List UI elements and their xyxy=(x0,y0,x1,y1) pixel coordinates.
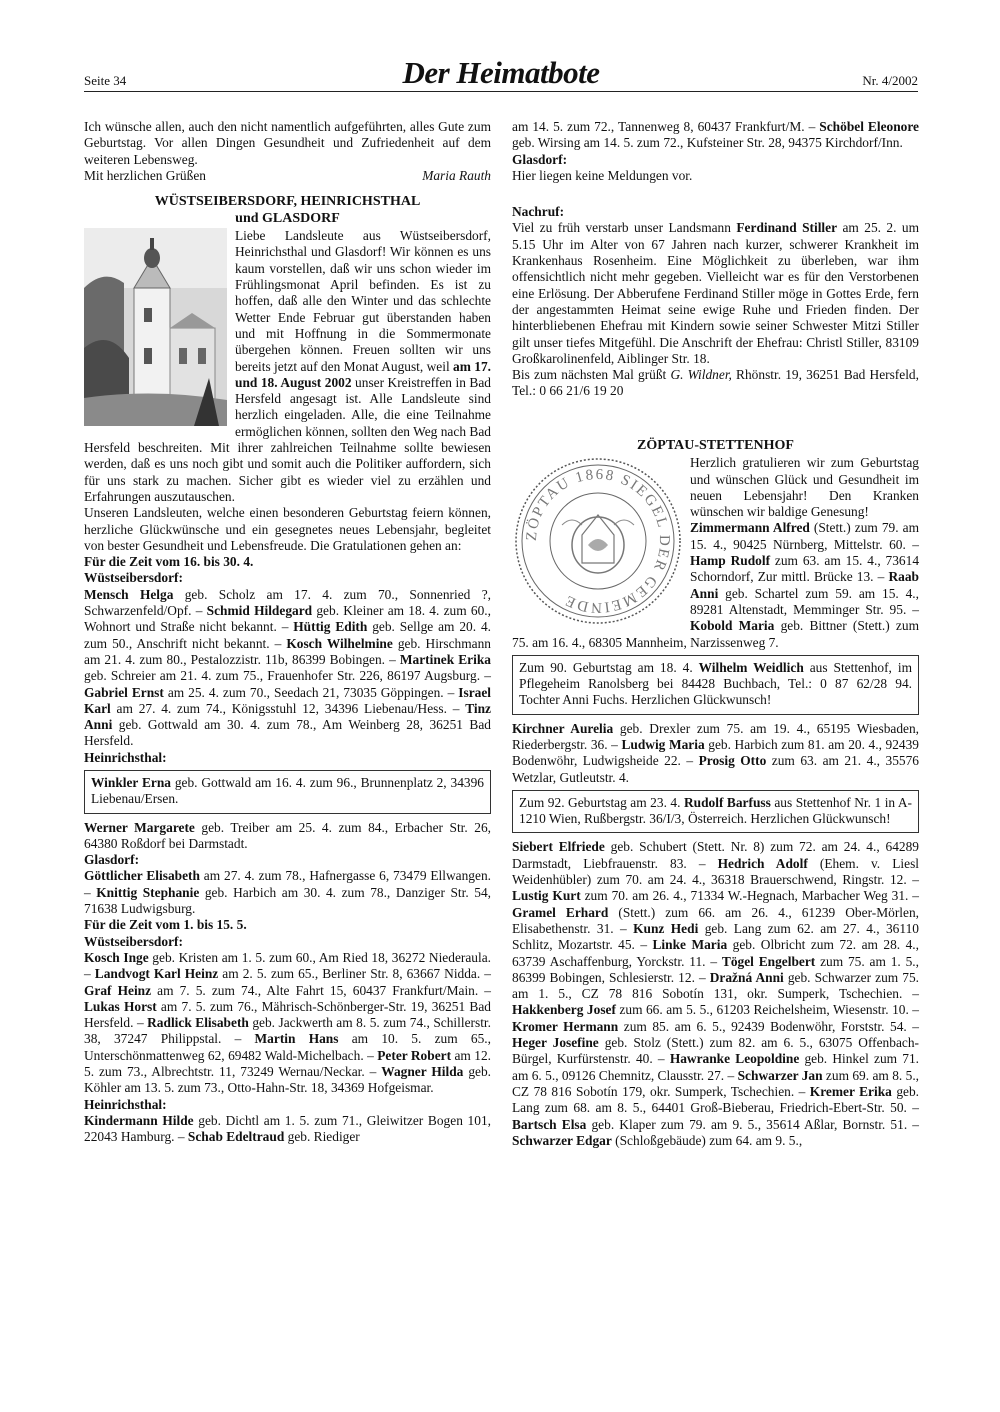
entry-details: geb. Gottwald am 30. 4. zum 78., Am Weinberg 28, 36251 Bad Hersfeld. xyxy=(84,717,491,749)
entry-details: geb. Schwarzer zum 75. am 1. 5., CZ 78 816 Sobotín 131, okr. Sumperk, Tschechien. – xyxy=(512,969,920,1002)
entry-details: geb. Schartel zum 59. am 15. 4., 89281 Altenstadt, Memminger Str. 95. – xyxy=(690,585,919,617)
continuation-text-2: geb. Wirsing am 14. 5. zum 72., Kufsteiner Str. 28, 94375 Kirchdorf/Inn. xyxy=(512,135,903,151)
entry-details: zum 66. am 5. 5., 61203 Reichelsheim, Wiesenstr. 10. – xyxy=(615,1002,920,1018)
entry-name: Kindermann Hilde xyxy=(84,1112,194,1128)
period-heading-2: Für die Zeit vom 1. bis 15. 5. xyxy=(84,917,247,933)
welcome-text-2: unser Kreistreffen in Bad Hersfeld angesagt ist. Alle Landsleute sind herzlich eingeladen. Alle, die eine Teilnahme ermöglichen können, sollten den Weg nach Bad Hersfeld beschreiten. Mit ihrer zahlreichen Teilnahme sollte bewiesen werden, daß es uns noch gibt und somit auch die Politiker auffordern, sich für uns stark zu machen. Sicher gibt es wieder viel zu erzählen und Erfahrungen auszutauschen. xyxy=(84,374,491,504)
entry-name: Tinz Anni xyxy=(84,700,491,733)
highlight-box-barfuss xyxy=(512,790,919,834)
entry-name: Lustig Kurt xyxy=(512,888,581,904)
continuation-text-1: am 14. 5. zum 72., Tannenweg 8, 60437 Frankfurt/M. – xyxy=(512,119,820,134)
greeting-signature: Maria Rauth xyxy=(422,167,491,183)
entry-name: Linke Maria xyxy=(652,937,728,953)
entry-details: geb. Gottwald am 16. 4. zum 96., Brunnenplatz 2, 34396 Liebenau/Ersen. xyxy=(91,774,484,807)
entry-name: Kirchner Aurelia xyxy=(512,720,614,736)
entry-details: (Ehem. v. Liesl Weidenhübler) zum 70. am 24. 4., 36318 Brauerschwend, Ringstr. 12. – xyxy=(512,855,920,888)
issue-number: Nr. 4/2002 xyxy=(862,73,918,88)
entry-details: geb. Bittner (Stett.) zum 75. am 16. 4., 68305 Mannheim, Narzissenweg 7. xyxy=(512,618,919,650)
obituary-name: Ferdinand Stiller xyxy=(736,220,838,236)
entry-name: Hawranke Leopoldine xyxy=(669,1051,800,1067)
farewell-name: G. Wildner, xyxy=(670,367,732,383)
entry-details: zum 85. am 6. 5., 92439 Bodenwöhr, Forststr. 54. – xyxy=(618,1018,920,1034)
entry-name: Landvogt Karl Heinz xyxy=(94,966,219,982)
entry-name: Peter Robert xyxy=(377,1047,452,1063)
entry-name: Bartsch Elsa xyxy=(512,1116,587,1132)
entry-details: geb. Dichtl am 1. 5. zum 71., Gleiwitzer Bogen 101, 22043 Hamburg. – xyxy=(84,1112,491,1145)
box1-name: Wilhelm Weidlich xyxy=(698,659,804,675)
obituary-paragraph xyxy=(512,220,919,367)
page-header xyxy=(84,55,918,92)
entry-name: Zimmermann Alfred xyxy=(690,520,810,536)
masthead-title: Der Heimatbote xyxy=(402,55,600,90)
obituary-text-1: Viel zu früh verstarb unser Landsmann xyxy=(512,220,737,236)
entry-details: zum 69. am 8. 5., CZ 78 816 Sobotín 179, okr. Sumperk, Tschechien. – xyxy=(512,1067,920,1099)
entry-details: geb. Schreier am 21. 4. zum 75., Frauenhofer Str. 226, 86197 Augsburg. – xyxy=(84,668,491,684)
entry-details: am 7. 5. zum 76., Mährisch-Schönberger-Str. 19, 36251 Bad Hersfeld. – xyxy=(84,998,491,1031)
entry-name: Dražná Anni xyxy=(709,969,784,985)
box2-name: Rudolf Barfuss xyxy=(683,794,771,810)
entry-details: geb. Hinkel zum 71. am 6. 5., 09126 Chemnitz, Clausstr. 27. – xyxy=(512,1051,919,1083)
left-column xyxy=(84,119,491,1146)
box1-text-2: aus Stettenhof, im Pflegeheim Ranolsberg bei 84428 Buchbach, Tel.: 0 87 62/28 94. Tochter Anni Fuchs. Herzlichen Glückwunsch! xyxy=(519,659,912,708)
entry-name: Gramel Erhard xyxy=(512,904,609,920)
entry-details: am 27. 4. zum 78., Hafnergasse 6, 73479 Ellwangen. – xyxy=(84,868,491,900)
box1-text-1: Zum 90. Geburtstag am 18. 4. xyxy=(519,659,699,675)
entry-details: zum 70. am 26. 4., 71334 W.-Hegnach, Marbacher Weg 31. – xyxy=(580,888,920,904)
continuation-name: Schöbel Eleonore xyxy=(819,119,919,134)
entry-details: am 27. 4. zum 74., Königsstuhl 12, 34396 Liebenau/Hess. – xyxy=(110,700,466,716)
farewell-text-1: Bis zum nächsten Mal grüßt xyxy=(512,367,671,383)
entry-name: Schab Edeltraud xyxy=(187,1129,285,1145)
birthday-list-h1 xyxy=(84,820,491,853)
subheading-heinrichsthal-2: Heinrichsthal: xyxy=(84,1096,167,1112)
entry-name: Prosig Otto xyxy=(698,753,767,769)
entry-details: geb. Harbich zum 81. am 20. 4., 92439 Bodenwöhr, Ludwigsheide 22. – xyxy=(512,737,919,769)
entry-name: Kremer Erika xyxy=(809,1083,892,1099)
entry-name: Kobold Maria xyxy=(690,618,775,634)
entry-name: Graf Heinz xyxy=(84,982,152,998)
church-photo xyxy=(84,228,227,426)
entry-details: geb. Stolz (Stett.) zum 82. am 6. 5., 63075 Offenbach-Bürgel, Kurfürstenstr. 40. – xyxy=(512,1035,919,1067)
entry-name: Kosch Wilhelmine xyxy=(286,635,393,651)
entry-name: Gabriel Ernst xyxy=(84,684,164,700)
entry-details: geb. Jackwerth am 8. 5. zum 74., Schillerstr. 38, 37247 Philippstal. – xyxy=(84,1015,491,1047)
entry-name: Wagner Hilda xyxy=(381,1064,464,1080)
box2-text-2: aus Stettenhof Nr. 1 in A-1210 Wien, Rußbergstr. 36/I/3, Österreich. Herzlichen Glückwunsch! xyxy=(519,794,913,827)
section-heading-line-1: WÜSTSEIBERSDORF, HEINRICHSTHAL xyxy=(154,194,421,210)
entry-name: Israel Karl xyxy=(84,684,491,716)
page-number: Seite 34 xyxy=(84,73,127,88)
continuation-paragraph xyxy=(512,119,919,152)
entry-details: geb. Sellge am 20. 4. zum 50., Anschrift nicht bekannt. – xyxy=(84,619,491,651)
section-heading-line-2: und GLASDORF xyxy=(235,210,340,226)
birthday-list-g1 xyxy=(84,868,491,917)
highlight-box-weidlich xyxy=(512,655,919,715)
entry-name: Hamp Rudolf xyxy=(690,553,771,569)
seal-inscription: ZÖPTAU 1868 SIEGEL DER GEMEINDE xyxy=(523,467,673,616)
entry-details: geb. Klaper zum 79. am 9. 5., 35614 Aßlar, Bornstr. 51. – xyxy=(586,1116,919,1132)
entry-name: Schwarzer Edgar xyxy=(512,1132,612,1148)
entry-details: geb. Schubert (Stett. Nr. 8) zum 72. am 24. 4., 64289 Darmstadt, Liebfrauenstr. 83. – xyxy=(512,839,919,871)
entry-details: geb. Lang zum 62. am 27. 4., 36110 Schlitz, Mozartstr. 45. – xyxy=(512,920,919,953)
entry-details: geb. Kleiner am 18. 4. zum 60., Wohnort und Straße nicht bekannt. – xyxy=(84,603,491,635)
congrats-paragraph: Unseren Landsleuten, welche einen besonderen Geburtstag feiern können, herzliche Glückwünsche und ein gesegnetes neues Lebensjahr, begleitet von bester Gesundheit und Lebensfreude. Die Gratulationen gehen an: xyxy=(84,505,491,553)
subheading-heinrichsthal-1: Heinrichsthal: xyxy=(84,749,167,765)
entry-details: am 12. 5. zum 73., Albrechtstr. 11, 73249 Wernau/Neckar. – xyxy=(84,1047,492,1080)
entry-name: Hüttig Edith xyxy=(293,619,368,635)
subheading-wuestseibersdorf-2: Wüstseibersdorf: xyxy=(84,933,183,949)
entry-details: geb. Hirschmann am 21. 4. zum 80., Pestalozzistr. 11b, 86399 Bobingen. – xyxy=(84,635,491,667)
entry-details: geb. Drexler zum 75. am 19. 4., 65195 Wiesbaden, Riederbergstr. 36. – xyxy=(512,720,920,752)
birthday-list-w1 xyxy=(84,587,491,750)
intro-paragraph: Ich wünsche allen, auch den nicht namentlich aufgeführten, alles Gute zum Geburtstag. Vor allen Dingen Gesundheit und Zufriedenheit auf dem weiteren Lebensweg. xyxy=(84,119,491,167)
subheading-wuestseibersdorf-1: Wüstseibersdorf: xyxy=(84,570,183,586)
section-heading-wuestseibersdorf xyxy=(84,194,491,227)
birthday-list-h2 xyxy=(84,1113,491,1146)
entry-details: geb. Riediger xyxy=(284,1129,360,1145)
entry-details: geb. Treiber am 25. 4. zum 84., Erbacher Str. 26, 64380 Roßdorf bei Darmstadt. xyxy=(84,819,491,851)
entry-details: (Stett.) zum 66. am 26. 4., 61239 Ober-Mörlen, Elisabethenstr. 31. – xyxy=(512,904,919,936)
entry-name: Hakkenberg Josef xyxy=(512,1002,616,1018)
entry-details: geb. Olbricht zum 72. am 28. 4., 63739 Aschaffenburg, Yorckstr. 11. – xyxy=(512,937,919,969)
entry-details: zum 75. am 1. 5., 86399 Bobingen, Schlesierstr. 12. – xyxy=(512,953,919,985)
entry-name: Raab Anni xyxy=(690,569,919,601)
entry-name: Mensch Helga xyxy=(84,586,174,602)
event-date: am 17. und 18. August 2002 xyxy=(235,358,491,390)
highlight-box-winkler xyxy=(84,770,491,814)
period-heading-1: Für die Zeit vom 16. bis 30. 4. xyxy=(84,554,254,570)
entry-name: Martin Hans xyxy=(254,1031,339,1047)
entry-details: am 10. 5. zum 65., Unterschönmattenweg 62, 69482 Wald-Michelbach. – xyxy=(84,1031,491,1063)
subheading-glasdorf-1: Glasdorf: xyxy=(84,852,140,868)
birthday-list-w2 xyxy=(84,950,491,1097)
entry-details: geb. Kristen am 1. 5. zum 60., Am Ried 18, 36272 Niederaula. – xyxy=(84,949,491,982)
entry-name: Werner Margarete xyxy=(84,819,195,835)
entry-name: Tögel Engelbert xyxy=(721,953,816,969)
greeting-line xyxy=(84,168,491,184)
entry-name: Kosch Inge xyxy=(84,949,149,965)
box2-text-1: Zum 92. Geburtstag am 23. 4. xyxy=(519,794,684,810)
entry-name: Siebert Elfriede xyxy=(512,839,605,855)
entry-details: zum 63. am 21. 4., 35576 Wetzlar, Gutleutstr. 4. xyxy=(512,753,920,785)
entry-details: am 25. 4. zum 70., Seedach 21, 73035 Göppingen. – xyxy=(163,684,459,700)
entry-details: geb. Lang zum 68. am 8. 5., 64401 Groß-Bieberau, Friedrich-Ebert-Str. 50. – xyxy=(512,1083,919,1116)
entry-name: Heger Josefine xyxy=(512,1035,599,1051)
entry-name: Schmid Hildegard xyxy=(206,603,313,619)
zoeptau-intro: Herzlich gratulieren wir zum Geburtstag und wünschen Glück und Gesundheit im neuen Lebensjahr! Den Kranken wünschen wir baldige Genesung! xyxy=(690,455,919,520)
glasdorf-note: Hier liegen keine Meldungen vor. xyxy=(512,167,693,183)
entry-name: Knittig Stephanie xyxy=(96,884,200,900)
entry-name: Lukas Horst xyxy=(84,998,157,1014)
entry-name: Winkler Erna xyxy=(91,774,171,790)
entry-details: am 2. 5. zum 65., Berliner Str. 8, 63667 Nidda. – xyxy=(218,966,491,982)
entry-details: geb. Köhler am 13. 5. zum 73., Otto-Hahn-Str. 18, 34369 Hofgeismar. xyxy=(84,1064,491,1096)
entry-name: Kunz Hedi xyxy=(633,920,699,936)
entry-details: geb. Harbich am 30. 4. zum 78., Danziger Str. 54, 71638 Ludwigsburg. xyxy=(84,884,491,917)
obituary-text-2: am 25. 2. um 5.15 Uhr im Alter von 67 Jahren nach kurzer, schwerer Krankheit im Krankenhaus Rosenheim. Eine Möglichkeit zu überleben, war ihm offensichtlich nicht mehr gegeben. Vielleicht war es für den Verstorbenen eine Erlösung. Der Abberufene Ferdinand Stiller möge in Gottes Erde, fern der angestammten Heimat seine ewige Ruhe und Frieden finden. Der hinterbliebenen Ehefrau mit Kindern sowie seiner Schwester Mitzi Stiller gilt unser tiefes Mitgefühl. Die Anschrift der Ehefrau: Christl Stiller, 83109 Großkarolinenfeld, Aiblinger Str. 18. xyxy=(512,220,919,366)
entry-details: geb. Scholz am 17. 4. zum 70., Sonnenried ?, Schwarzenfeld/Opf. – xyxy=(84,586,491,619)
entry-details: (Schloßgebäude) zum 64. am 9. 5., xyxy=(611,1132,803,1148)
entry-name: Kromer Hermann xyxy=(512,1018,619,1034)
section-heading-zoeptau: ZÖPTAU-STETTENHOF xyxy=(637,437,794,453)
greeting-text: Mit herzlichen Grüßen xyxy=(84,167,206,183)
entry-details: am 7. 5. zum 74., Alte Fahrt 15, 60437 Frankfurt/Main. – xyxy=(151,982,491,998)
entry-name: Hedrich Adolf xyxy=(717,855,808,871)
right-column xyxy=(512,119,919,1149)
obituary-heading: Nachruf: xyxy=(512,204,565,220)
entry-name: Göttlicher Elisabeth xyxy=(84,868,200,884)
municipal-seal xyxy=(512,455,684,627)
entry-name: Schwarzer Jan xyxy=(737,1067,823,1083)
entry-name: Radlick Elisabeth xyxy=(147,1015,249,1031)
birthday-list-z3 xyxy=(512,839,919,1149)
birthday-list-z2 xyxy=(512,721,919,786)
entry-details: (Stett.) zum 79. am 15. 4., 90425 Nürnberg, Mittelstr. 60. – xyxy=(690,520,919,552)
entry-name: Martinek Erika xyxy=(399,651,491,667)
farewell-text-2: Rhönstr. 19, 36251 Bad Hersfeld, Tel.: 0 66 21/6 19 20 xyxy=(512,367,919,399)
subheading-glasdorf-2: Glasdorf: xyxy=(512,151,568,167)
farewell-paragraph xyxy=(512,367,919,400)
entry-name: Ludwig Maria xyxy=(621,737,705,752)
welcome-text-1: Liebe Landsleute aus Wüstseibersdorf, Heinrichsthal und Glasdorf! Wir können es uns kaum vorstellen, daß wir uns schon wieder im Frühlingsmonat April befinden. Es ist zu hoffen, daß alle den Winter und das schlechte Wetter Ende Februar gut überstanden haben und mit Hoffnung in die Sommermonate übergehen können. Freuen sollten wir uns bereits jetzt auf den Monat August, weil xyxy=(235,228,491,374)
entry-details: zum 63. am 15. 4., 73614 Schorndorf, Zur mittl. Brücke 13. – xyxy=(690,553,920,585)
